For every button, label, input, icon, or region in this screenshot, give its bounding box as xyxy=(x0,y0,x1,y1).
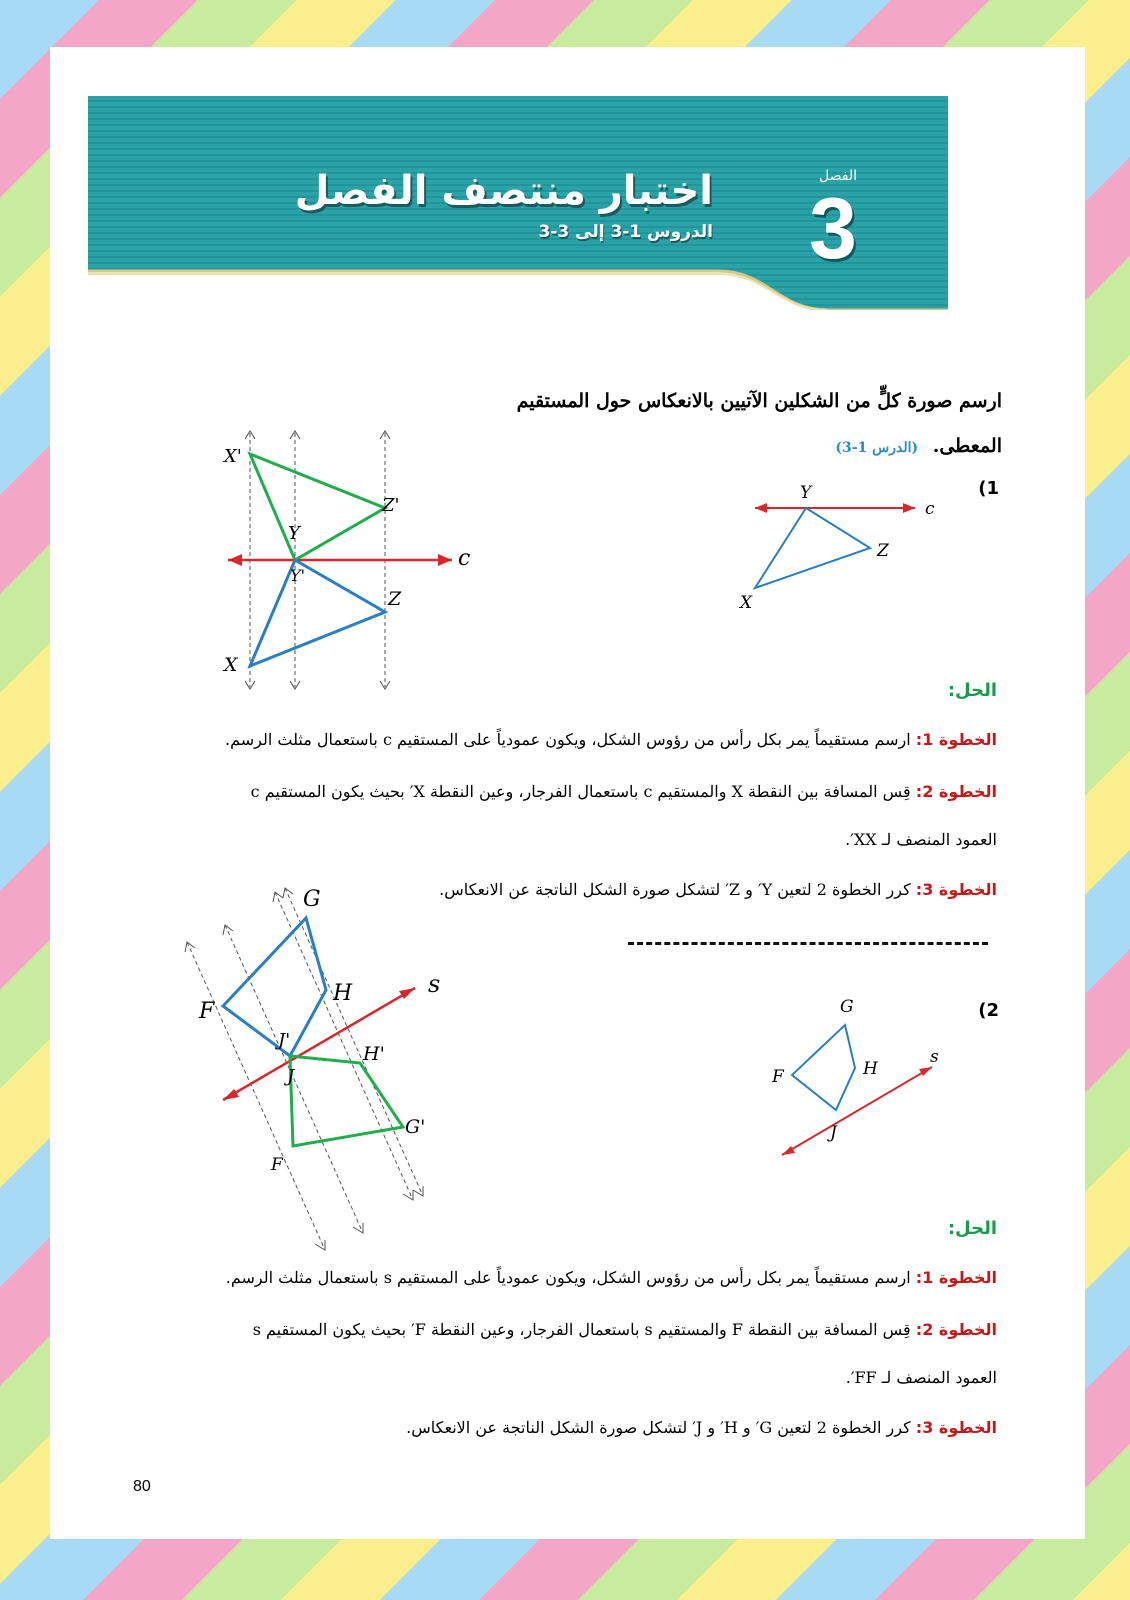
solution-label-1: الحل: xyxy=(947,680,997,701)
step-text: كرر الخطوة 2 لتعين Y′ و Z′ لتشكل صورة الشكل الناتجة عن الانعكاس. xyxy=(439,880,911,899)
label-g-prime: G' xyxy=(405,1116,426,1138)
q2-step-1 xyxy=(97,1268,997,1287)
page-title: اختبار منتصف الفصل xyxy=(294,168,713,214)
q1-step-1 xyxy=(97,730,997,749)
question-1-given-figure xyxy=(720,470,950,620)
original-triangle xyxy=(250,560,385,666)
step-label: الخطوة 1: xyxy=(915,730,997,749)
arrow-left-icon xyxy=(755,503,767,513)
label-j-prime: J' xyxy=(278,1030,291,1051)
arrow-right-icon xyxy=(438,554,452,566)
q2-step-3 xyxy=(97,1418,997,1437)
step-text: كرر الخطوة 2 لتعين G′ و H′ و J′ لتشكل صورة الشكل الناتجة عن الانعكاس. xyxy=(406,1418,911,1437)
lessons-subtitle: الدروس 1-3 إلى 3-3 xyxy=(538,222,713,242)
q1-step-2-continued: العمود المنصف لـ XX′. xyxy=(845,830,997,849)
label-j: J xyxy=(287,1066,295,1087)
step-label: الخطوة 2: xyxy=(915,1320,997,1339)
arrow-right-icon xyxy=(903,503,915,513)
label-z: Z xyxy=(388,588,402,610)
lesson-reference: (الدرس 1-3) xyxy=(835,440,919,456)
chapter-word: الفصل xyxy=(819,168,857,184)
label-s: s xyxy=(428,970,441,998)
label-y: Y xyxy=(288,523,300,544)
step-label: الخطوة 2: xyxy=(915,782,997,801)
arrow-left-icon xyxy=(782,1146,795,1155)
q1-step-2 xyxy=(97,782,997,801)
label-c: c xyxy=(925,499,935,519)
arrow-right-icon xyxy=(919,1067,932,1076)
step-label: الخطوة 3: xyxy=(915,880,997,899)
instruction-word: المعطى. xyxy=(932,435,1002,457)
q2-step-2 xyxy=(97,1320,997,1339)
label-f: F xyxy=(772,1067,784,1087)
step-label: الخطوة 3: xyxy=(915,1418,997,1437)
triangle-xyz xyxy=(755,508,870,588)
image-quadrilateral xyxy=(290,1056,403,1146)
solution-label-2: الحل: xyxy=(947,1218,997,1239)
label-y-prime: Y' xyxy=(290,566,305,585)
chapter-banner xyxy=(88,96,948,310)
label-h: H xyxy=(863,1059,878,1079)
question-2-number: (2 xyxy=(978,1000,999,1021)
quadrilateral-fghj xyxy=(792,1025,855,1110)
label-g: G xyxy=(840,997,854,1017)
step-label: الخطوة 1: xyxy=(915,1268,997,1287)
label-x-prime: X' xyxy=(224,446,242,467)
label-y: Y xyxy=(800,483,812,503)
step-text: قِس المسافة بين النقطة F والمستقيم s باستعمال الفرجار، وعين النقطة F′ بحيث يكون المستقيم s xyxy=(252,1320,911,1339)
q2-step-2-continued: العمود المنصف لـ FF′. xyxy=(845,1368,997,1387)
label-h-prime: H' xyxy=(363,1043,385,1065)
chapter-number: 3 xyxy=(809,181,857,277)
instruction-line-1: ارسم صورة كلٍّ من الشكلين الآتيين بالانعكاس حول المستقيم xyxy=(516,390,1002,412)
question-2-given-figure xyxy=(760,990,950,1165)
label-h: H xyxy=(333,981,353,1006)
perpendicular-lines xyxy=(187,888,426,1250)
label-x: X xyxy=(224,654,238,676)
question-1-number: (1 xyxy=(978,478,999,499)
image-triangle xyxy=(250,454,385,560)
label-c: c xyxy=(458,546,471,571)
arrow-left-icon xyxy=(228,554,242,566)
label-z-prime: Z' xyxy=(382,495,400,516)
label-z: Z xyxy=(877,541,889,561)
question-2-solution-figure xyxy=(175,880,475,1260)
page-number: 80 xyxy=(133,1478,151,1495)
label-x: X xyxy=(740,593,753,613)
label-s: s xyxy=(930,1047,939,1067)
section-divider xyxy=(628,942,988,945)
question-1-solution-figure xyxy=(210,425,490,695)
step-text: ارسم مستقيماً يمر بكل رأس من رؤوس الشكل، ويكون عمودياً على المستقيم c باستعمال مثلث الرسم. xyxy=(224,730,911,749)
step-text: قِس المسافة بين النقطة X والمستقيم c باستعمال الفرجار، وعين النقطة X′ بحيث يكون المستقيم c xyxy=(250,782,911,801)
step-text: ارسم مستقيماً يمر بكل رأس من رؤوس الشكل، ويكون عمودياً على المستقيم s باستعمال مثلث الرسم. xyxy=(225,1268,911,1287)
line-s xyxy=(782,1067,932,1155)
label-j: J xyxy=(830,1123,837,1143)
label-f-image: F xyxy=(271,1155,283,1175)
label-g: G xyxy=(303,887,321,912)
label-f: F xyxy=(199,999,215,1024)
